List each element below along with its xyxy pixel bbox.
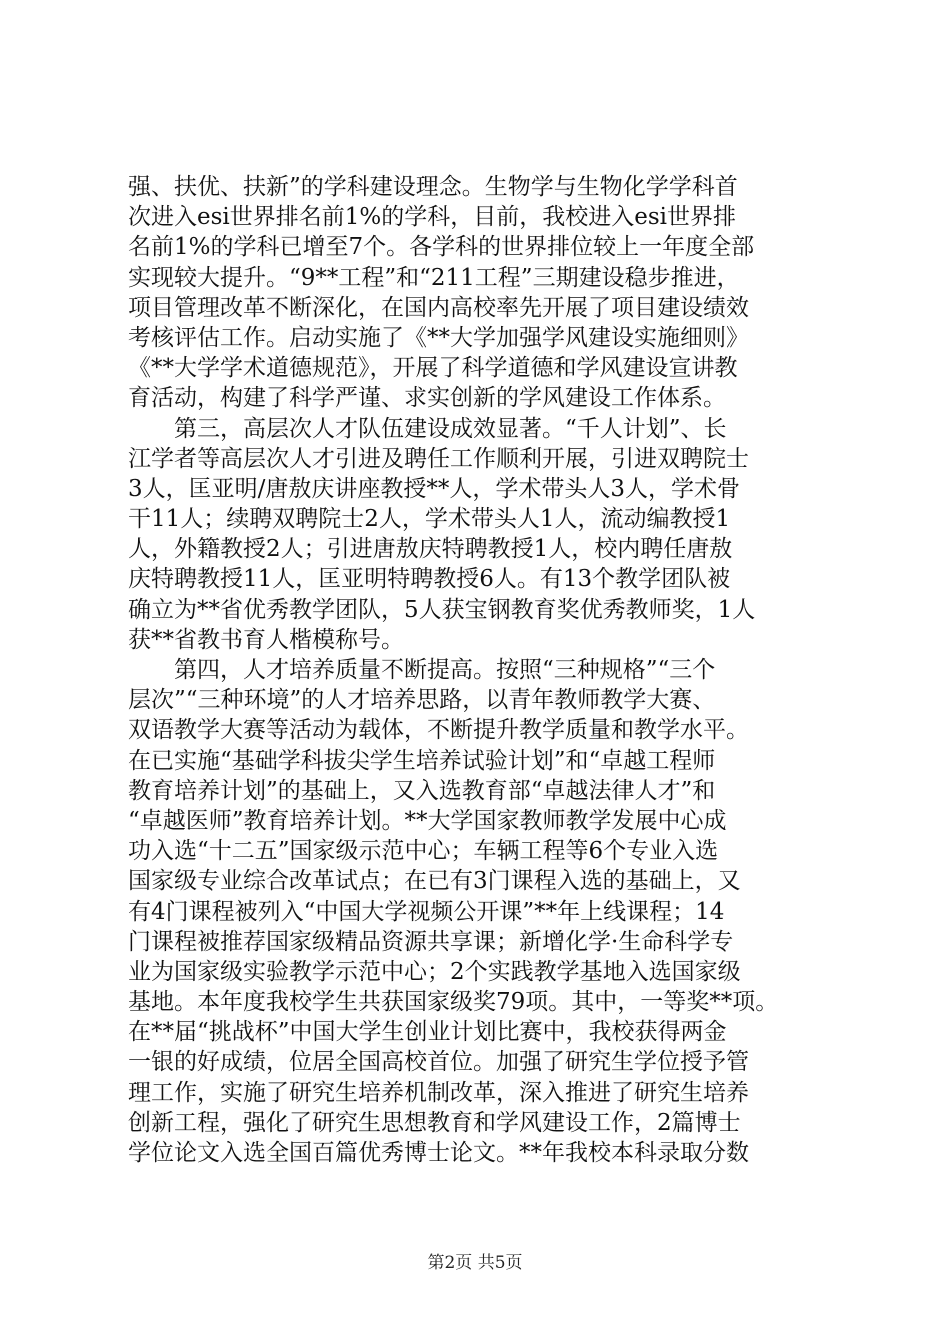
text-line: 获**省教书育人楷模称号。 — [128, 626, 404, 653]
text-line: 庆特聘教授11人，匡亚明特聘教授6人。有13个教学团队被 — [128, 566, 731, 593]
text-line: 有4门课程被列入“中国大学视频公开课”**年上线课程；14 — [128, 898, 725, 925]
text-line: 确立为**省优秀教学团队，5人获宝钢教育奖优秀教师奖，1人 — [128, 596, 756, 623]
text-line: 教育培养计划”的基础上，又入选教育部“卓越法律人才”和 — [128, 777, 716, 804]
text-line: 国家级专业综合改革试点；在已有3门课程入选的基础上，又 — [128, 868, 741, 895]
text-line: 实现较大提升。“9**工程”和“211工程”三期建设稳步推进， — [128, 264, 740, 291]
text-line: 一银的好成绩，位居全国高校首位。加强了研究生学位授予管 — [128, 1049, 749, 1076]
text-line: 强、扶优、扶新”的学科建设理念。生物学与生物化学学科首 — [128, 174, 738, 200]
text-line: 次进入esi世界排名前1%的学科，目前，我校进入esi世界排 — [128, 204, 737, 231]
text-line: 育活动，构建了科学严谨、求实创新的学风建设工作体系。 — [128, 385, 726, 412]
text-line: 功入选“十二五”国家级示范中心；车辆工程等6个专业入选 — [128, 838, 719, 865]
text-line: 在已实施“基础学科拔尖学生培养试验计划”和“卓越工程师 — [128, 747, 716, 774]
text-line: 考核评估工作。启动实施了《**大学加强学风建设实施细则》 — [128, 324, 749, 351]
text-line: 双语教学大赛等活动为载体，不断提升教学质量和教学水平。 — [128, 717, 749, 744]
text-line: 创新工程，强化了研究生思想教育和学风建设工作，2篇博士 — [128, 1109, 741, 1136]
text-line: 第四，人才培养质量不断提高。按照“三种规格”“三个 — [128, 657, 716, 683]
text-line: 名前1%的学科已增至7个。各学科的世界排位较上一年度全部 — [128, 234, 755, 261]
text-line: 门课程被推荐国家级精品资源共享课；新增化学·生命科学专 — [128, 928, 734, 955]
text-line: “卓越医师”教育培养计划。**大学国家教师教学发展中心成 — [128, 807, 727, 834]
text-line: 人，外籍教授2人；引进唐敖庆特聘教授1人，校内聘任唐敖 — [128, 536, 733, 563]
text-line: 3人，匡亚明/唐敖庆讲座教授**人，学术带头人3人，学术骨 — [128, 475, 741, 502]
page-number-footer: 第2页 共5页 — [427, 1253, 523, 1273]
text-line: 理工作，实施了研究生培养机制改革，深入推进了研究生培养 — [128, 1079, 749, 1106]
text-line: 项目管理改革不断深化，在国内高校率先开展了项目建设绩效 — [128, 294, 749, 321]
body-text — [128, 172, 828, 1168]
text-line: 江学者等高层次人才引进及聘任工作顺利开展，引进双聘院士 — [128, 445, 749, 472]
text-line: 基地。本年度我校学生共获国家级奖79项。其中，一等奖**项。 — [128, 989, 779, 1016]
text-line: 层次”“三种环境”的人才培养思路，以青年教师教学大赛、 — [128, 687, 716, 714]
text-line: 干11人；续聘双聘院士2人，学术带头人1人，流动编教授1 — [128, 506, 731, 533]
text-line: 第三，高层次人才队伍建设成效显著。“千人计划”、长 — [128, 415, 727, 442]
text-line: 学位论文入选全国百篇优秀博士论文。**年我校本科录取分数 — [128, 1140, 749, 1166]
text-line: 业为国家级实验教学示范中心；2个实践教学基地入选国家级 — [128, 958, 741, 985]
text-line: 《**大学学术道德规范》，开展了科学道德和学风建设宣讲教 — [128, 355, 738, 382]
text-line: 在**届“挑战杯”中国大学生创业计划比赛中，我校获得两金 — [128, 1019, 727, 1046]
